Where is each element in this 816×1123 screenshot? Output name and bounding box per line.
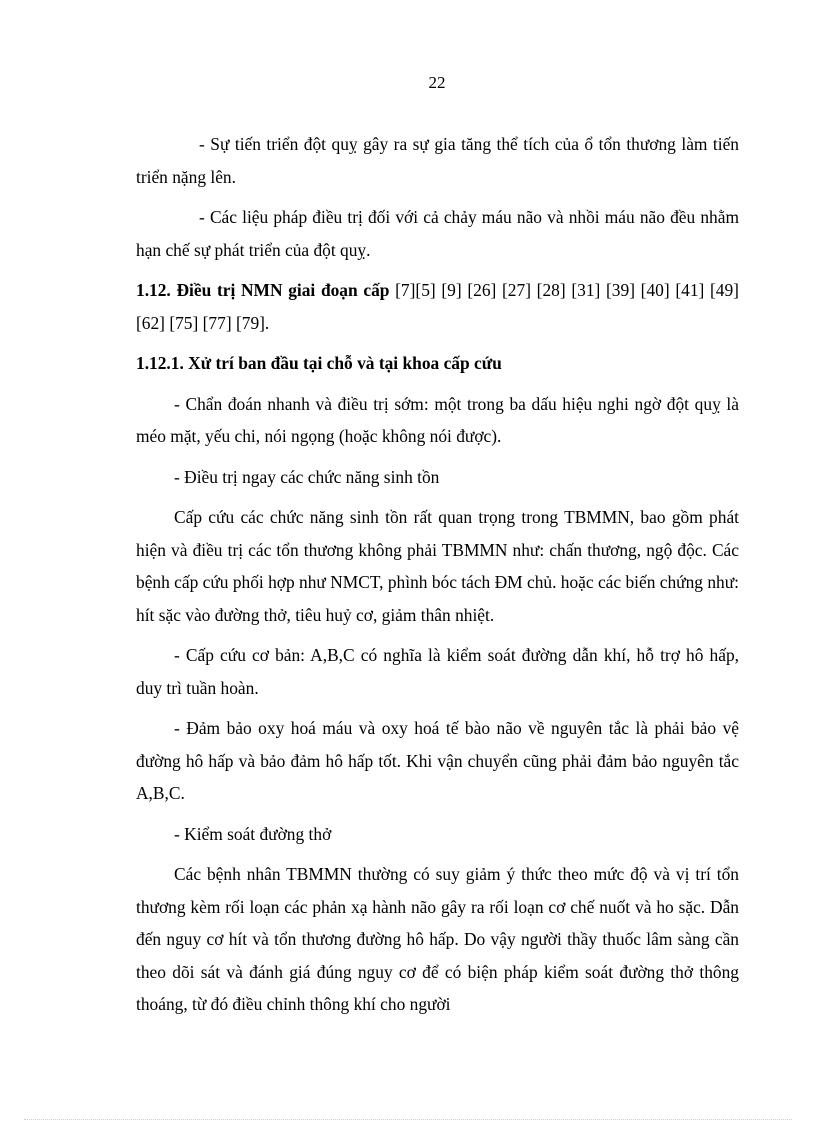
paragraph-quick-diagnosis: - Chẩn đoán nhanh và điều trị sớm: một trong ba dấu hiệu nghi ngờ đột quỵ là méo mặt, yếu chi, nói ngọng (hoặc không nói được).: [136, 393, 739, 446]
heading-1-12: [136, 274, 739, 339]
paragraph-basic-abc: - Cấp cứu cơ bản: A,B,C có nghĩa là kiểm soát đường dẫn khí, hỗ trợ hô hấp, duy trì tuần hoàn.: [136, 645, 739, 698]
heading-1-12-title: 1.12. Điều trị NMN giai đoạn cấp: [136, 280, 390, 300]
paragraph-airway-control: - Kiểm soát đường thở: [174, 823, 332, 844]
paragraph-therapy-goal: - Các liệu pháp điều trị đối với cả chảy máu não và nhồi máu não đều nhằm hạn chế sự phát triển của đột quỵ.: [136, 207, 739, 260]
heading-1-12-references: [7][5] [9] [26] [27] [28] [31] [39] [40] [41] [49] [62] [75] [77] [79].: [136, 280, 739, 333]
page-number: 22: [428, 73, 446, 92]
paragraph-stroke-progression: - Sự tiến triển đột quỵ gây ra sự gia tăng thể tích của ổ tổn thương làm tiến triển nặng lên.: [136, 134, 739, 187]
paragraph-emergency-care: Cấp cứu các chức năng sinh tồn rất quan trọng trong TBMMN, bao gồm phát hiện và điều trị các tổn thương không phải TBMMN như: chấn thương, ngộ độc. Các bệnh cấp cứu phối hợp như NMCT, phình bóc tách ĐM chủ. hoặc các biến chứng như: hít sặc vào đường thở, tiêu huỷ cơ, giảm thân nhiệt.: [136, 507, 739, 625]
paragraph-airway-risk: Các bệnh nhân TBMMN thường có suy giảm ý thức theo mức độ và vị trí tổn thương kèm rối loạn các phản xạ hành não gây ra rối loạn cơ chế nuốt và ho sặc. Dẫn đến nguy cơ hít và tổn thương đường hô hấp. Do vậy người thầy thuốc lâm sàng cần theo dõi sát và đánh giá đúng nguy cơ để có biện pháp kiểm soát đường thở thông thoáng, từ đó điều chỉnh thông khí cho người: [136, 864, 739, 1014]
page-content: [136, 128, 739, 1029]
heading-1-12-1: 1.12.1. Xử trí ban đầu tại chỗ và tại khoa cấp cứu: [136, 353, 502, 373]
paragraph-oxygenation: - Đảm bảo oxy hoá máu và oxy hoá tế bào não về nguyên tắc là phải bảo vệ đường hô hấp và bảo đảm hô hấp tốt. Khi vận chuyển cũng phải đảm bảo nguyên tắc A,B,C.: [136, 718, 739, 803]
paragraph-vital-functions: - Điều trị ngay các chức năng sinh tồn: [174, 466, 440, 487]
page-bottom-divider: [24, 1119, 792, 1120]
